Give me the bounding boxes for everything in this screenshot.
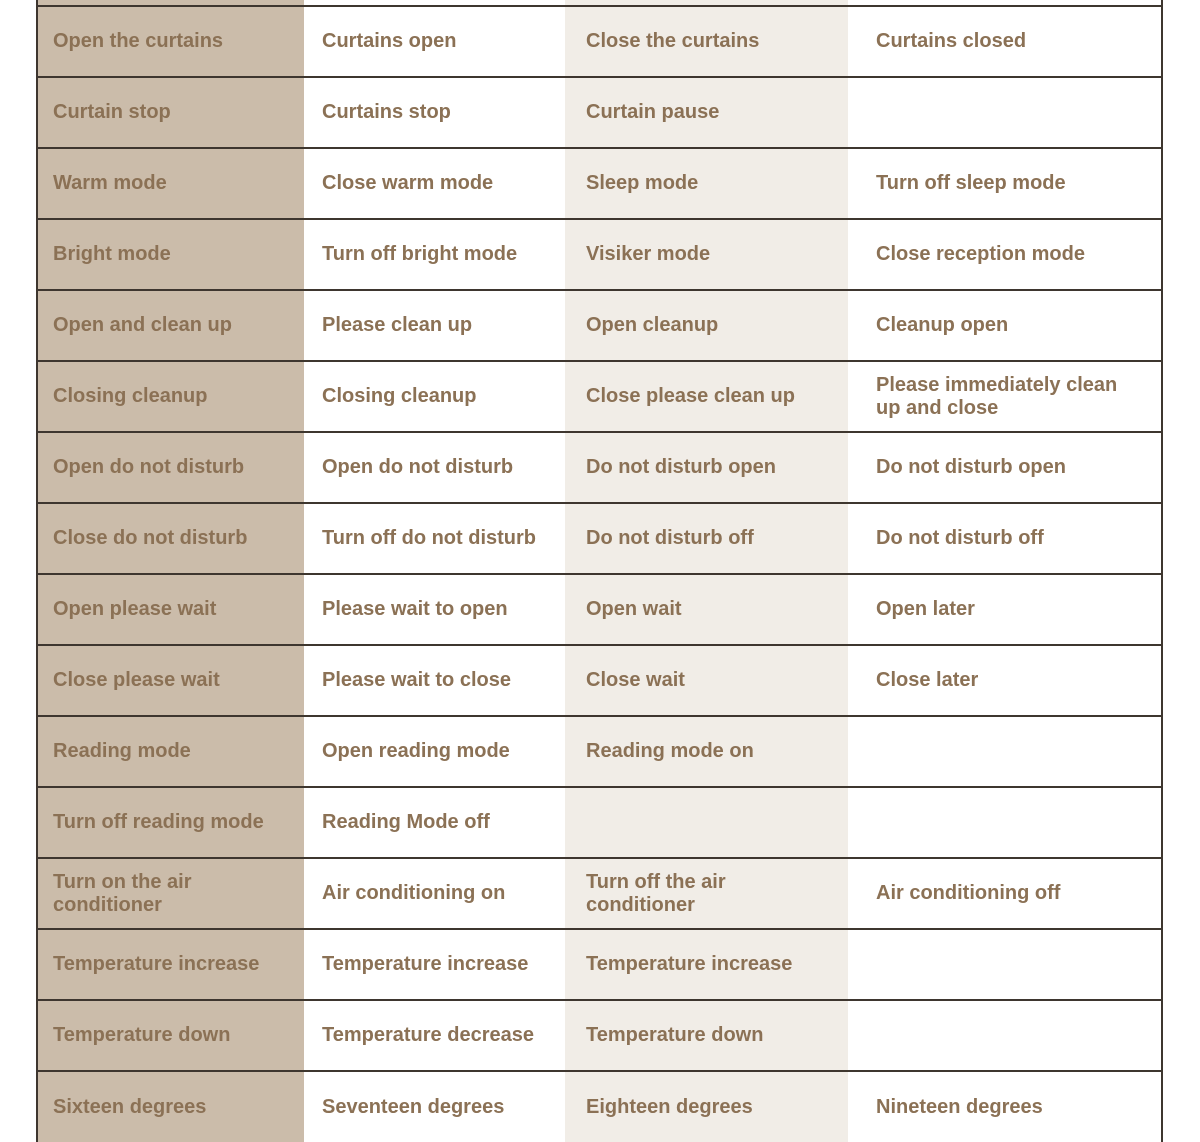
cell-text: Do not disturb off — [586, 527, 754, 549]
table-cell — [37, 1071, 304, 1142]
table-row — [37, 858, 1162, 929]
table-cell — [848, 787, 1162, 858]
table-cell — [304, 716, 565, 787]
table-cell — [565, 503, 848, 574]
table-row — [37, 77, 1162, 148]
table-row — [37, 929, 1162, 1000]
table-cell — [848, 645, 1162, 716]
table-cell — [37, 148, 304, 219]
cell-text: Reading mode — [53, 740, 191, 762]
table-cell — [37, 432, 304, 503]
cell-text: Curtains stop — [322, 101, 451, 123]
cell-text: Closing cleanup — [53, 385, 208, 407]
cell-text: Temperature increase — [586, 953, 793, 975]
cell-text: Visiker mode — [586, 243, 711, 265]
cell-text: Please clean up — [322, 314, 473, 336]
cell-text: Open later — [876, 598, 975, 620]
table-cell — [565, 1000, 848, 1071]
table-cell — [304, 432, 565, 503]
cell-text: Open wait — [586, 598, 682, 620]
cell-text: Bright mode — [53, 243, 171, 265]
table-cell — [37, 574, 304, 645]
table-cell — [565, 929, 848, 1000]
table-cell — [304, 645, 565, 716]
cell-text: Do not disturb off — [876, 527, 1044, 549]
cell-text: Close please clean up — [586, 385, 795, 407]
cell-text: Do not disturb open — [876, 456, 1066, 478]
table-cell — [565, 219, 848, 290]
table-cell — [37, 716, 304, 787]
table-row — [37, 716, 1162, 787]
table-row — [37, 787, 1162, 858]
table-cell — [565, 432, 848, 503]
table-cell — [565, 858, 848, 929]
cell-text: Close later — [876, 669, 979, 691]
table-cell — [37, 290, 304, 361]
table-cell — [304, 1000, 565, 1071]
table-cell — [565, 716, 848, 787]
cell-text: Nineteen degrees — [876, 1095, 1043, 1118]
table-row — [37, 432, 1162, 503]
cell-text: Close please wait — [53, 669, 220, 691]
table-cell — [304, 361, 565, 432]
table-row — [37, 361, 1162, 432]
table-cell — [565, 361, 848, 432]
cell-text: Open and clean up — [53, 314, 232, 336]
table-row — [37, 574, 1162, 645]
cell-text: Close wait — [586, 669, 685, 691]
cell-text: Temperature decrease — [322, 1024, 534, 1046]
table-cell — [565, 787, 848, 858]
table-cell — [565, 6, 848, 77]
table-cell — [848, 716, 1162, 787]
table-cell — [848, 574, 1162, 645]
cell-text: Please wait to open — [322, 598, 508, 620]
table-row — [37, 1000, 1162, 1071]
table-cell — [37, 858, 304, 929]
table-cell — [848, 77, 1162, 148]
table-cell — [848, 1000, 1162, 1071]
table-cell — [304, 1071, 565, 1142]
cell-text: Open reading mode — [322, 740, 510, 762]
cell-text: Open do not disturb — [53, 456, 245, 478]
cell-text: Sixteen degrees — [53, 1095, 207, 1118]
table-cell — [37, 787, 304, 858]
table-row-cutoff-bottom — [37, 1071, 1162, 1142]
voice-commands-table — [36, 0, 1163, 1142]
cell-text: Close do not disturb — [53, 527, 248, 549]
table-cell — [304, 290, 565, 361]
cell-text: Turn off do not disturb — [322, 527, 537, 549]
table-cell — [37, 6, 304, 77]
cell-text: Reading Mode off — [322, 811, 490, 833]
cell-text: Close the curtains — [586, 30, 760, 52]
cell-text: Air conditioning off — [876, 882, 1061, 904]
table-cell — [304, 77, 565, 148]
table-cell — [848, 1071, 1162, 1142]
cell-text: Curtain pause — [586, 101, 720, 123]
cell-text: Open the curtains — [53, 30, 224, 52]
table-cell — [848, 219, 1162, 290]
cell-text: Temperature down — [53, 1024, 231, 1046]
table-cell — [848, 503, 1162, 574]
cell-text: Seventeen degrees — [322, 1095, 505, 1118]
table-cell — [848, 361, 1162, 432]
cell-text: Please immediately clean up and close — [876, 373, 1118, 419]
table-row — [37, 148, 1162, 219]
cell-text: Close warm mode — [322, 172, 494, 194]
cell-text: Close reception mode — [876, 243, 1085, 265]
table-cell — [848, 929, 1162, 1000]
table-cell — [848, 432, 1162, 503]
table-cell — [565, 148, 848, 219]
table-cell — [565, 574, 848, 645]
table-cell — [37, 645, 304, 716]
table-row — [37, 290, 1162, 361]
cell-text: Turn off the air conditioner — [586, 870, 726, 916]
cell-text: Temperature down — [586, 1024, 764, 1046]
cell-text: Sleep mode — [586, 172, 699, 194]
table-cell — [37, 77, 304, 148]
cell-text: Temperature increase — [322, 953, 529, 975]
cell-text: Cleanup open — [876, 314, 1009, 336]
cell-text: Turn off bright mode — [322, 243, 518, 265]
table-row — [37, 6, 1162, 77]
table-cell — [304, 148, 565, 219]
table-cell — [304, 219, 565, 290]
cell-text: Curtain stop — [53, 101, 171, 123]
table-cell — [304, 6, 565, 77]
cell-text: Curtains closed — [876, 30, 1027, 52]
cell-text: Open do not disturb — [322, 456, 514, 478]
table-cell — [304, 858, 565, 929]
cell-text: Air conditioning on — [322, 882, 506, 904]
table-cell — [37, 361, 304, 432]
cell-text: Open please wait — [53, 598, 217, 620]
cell-text: Warm mode — [53, 172, 167, 194]
cell-text: Turn off sleep mode — [876, 172, 1066, 194]
table-cell — [848, 6, 1162, 77]
table-cell — [565, 645, 848, 716]
cell-text: Temperature increase — [53, 953, 260, 975]
table-cell — [37, 219, 304, 290]
cell-text: Eighteen degrees — [586, 1095, 753, 1118]
table-cell — [37, 503, 304, 574]
cell-text: Reading mode on — [586, 740, 754, 762]
table-cell — [37, 929, 304, 1000]
table-cell — [304, 929, 565, 1000]
cell-text: Open cleanup — [586, 314, 719, 336]
table-cell — [848, 290, 1162, 361]
table-row — [37, 645, 1162, 716]
table-cell — [304, 574, 565, 645]
table-row — [37, 503, 1162, 574]
cell-text: Turn off reading mode — [53, 811, 264, 833]
table-cell — [848, 148, 1162, 219]
cell-text: Curtains open — [322, 30, 457, 52]
cell-text: Please wait to close — [322, 669, 511, 691]
cell-text: Do not disturb open — [586, 456, 776, 478]
table-cell — [37, 1000, 304, 1071]
table-row — [37, 219, 1162, 290]
table-cell — [304, 787, 565, 858]
table-cell — [565, 1071, 848, 1142]
table-cell — [848, 858, 1162, 929]
cell-text: Turn on the air conditioner — [53, 870, 192, 916]
table-cell — [304, 503, 565, 574]
cell-text: Closing cleanup — [322, 385, 477, 407]
table-cell — [565, 290, 848, 361]
table-cell — [565, 77, 848, 148]
